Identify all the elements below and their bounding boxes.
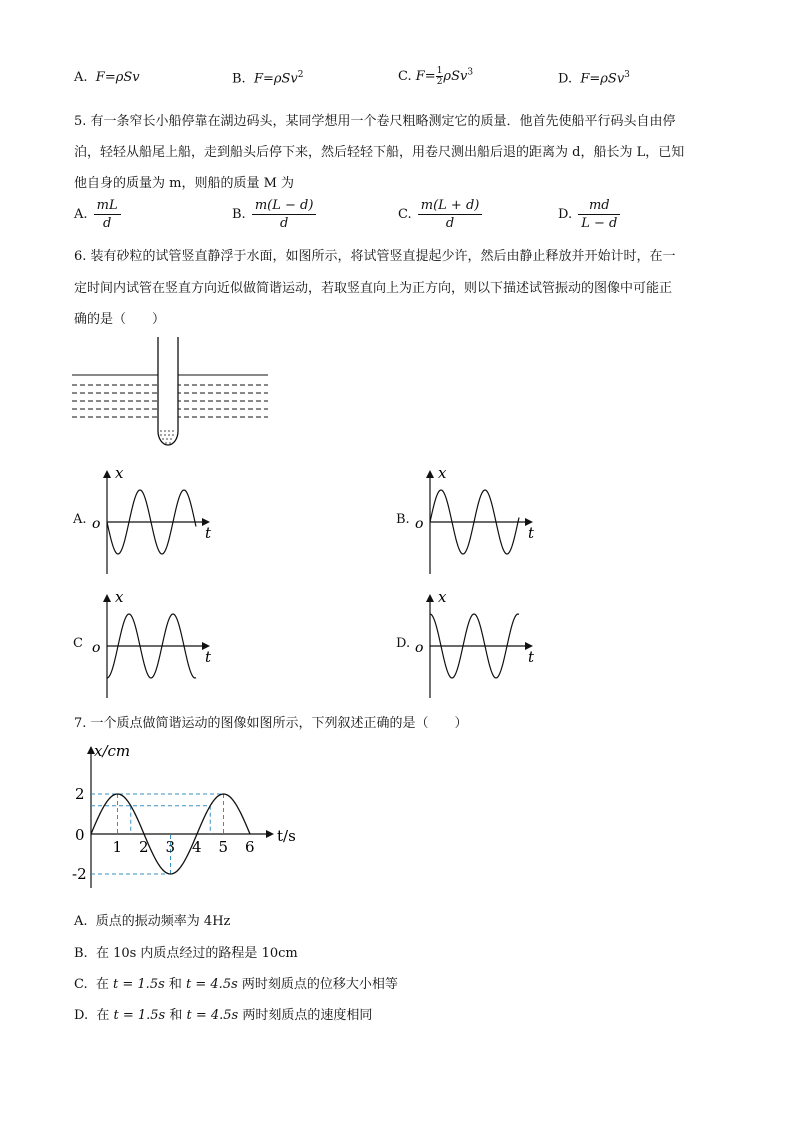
x-axis-arrow	[426, 594, 434, 602]
origin-label: 0	[75, 826, 85, 844]
x-tick-label: 1	[112, 838, 123, 856]
y-tick-label: -2	[72, 865, 87, 883]
y-tick-label: 2	[75, 785, 85, 803]
q5-option-d-fraction: $\frac{md}{L - d}$	[578, 198, 620, 231]
q4-option-a[interactable]: A. F=ρSv	[74, 70, 140, 85]
q6-stem-line2: 定时间内试管在竖直方向近似做简谐运动，若取竖直向上为正方向，则以下描述试管振动的图像中可能正	[74, 281, 673, 296]
q5-option-a-fraction: $\frac{mL}{d}$	[94, 198, 121, 231]
q5-option-b-fraction: $\frac{m(L - d)}{d}$	[252, 198, 317, 231]
q5-stem-line2: 泊，轻轻从船尾上船，走到船头后停下来，然后轻轻下船，用卷尺测出船后退的距离为 d，船长为 L，已知	[74, 145, 685, 160]
q5-stem-line1: 5. 有一条窄长小船停靠在湖边码头，某同学想用一个卷尺粗略测定它的质量．他首先使船平行码头自由停	[74, 114, 676, 129]
y-axis-label: x/cm	[94, 742, 131, 760]
q4-option-c[interactable]: C. F= $\frac{1}{2}$ ρSv$^3$	[398, 66, 474, 87]
q7-option-d[interactable]: D. 在 t = 1.5s 和 t = 4.5s 两时刻质点的速度相同	[74, 1008, 373, 1023]
q7-option-a[interactable]: A. 质点的振动频率为 4Hz	[74, 914, 231, 929]
q5-option-c-fraction: $\frac{m(L + d)}{d}$	[418, 198, 483, 231]
x-axis-label: x	[438, 464, 447, 482]
x-axis-label: x	[115, 588, 124, 606]
q6-graph-d	[413, 586, 543, 701]
q7-chart	[72, 740, 312, 890]
x-tick-label: 6	[245, 838, 255, 856]
t-axis-label: t	[205, 524, 212, 542]
q5-option-c[interactable]: C. $\frac{m(L + d)}{d}$	[398, 198, 484, 231]
q6-graph-d-label[interactable]: D.	[396, 636, 411, 651]
origin-label: o	[92, 516, 101, 532]
origin-label: o	[92, 640, 101, 656]
x-axis-label: t/s	[277, 827, 296, 845]
q4-option-b-formula: F=ρSv	[253, 71, 298, 87]
q5-option-d[interactable]: D. $\frac{md}{L - d}$	[558, 198, 622, 231]
q7-option-b[interactable]: B. 在 10s 内质点经过的路程是 10cm	[74, 946, 298, 961]
q6-graph-c	[90, 586, 220, 701]
x-axis-label: x	[115, 464, 124, 482]
x-axis-arrow	[266, 830, 274, 838]
q4-option-c-fraction: $\frac{1}{2}$	[436, 66, 443, 87]
q6-graph-b	[413, 462, 543, 577]
x-tick-label: 2	[139, 838, 149, 856]
test-tube-figure	[70, 335, 270, 453]
q6-stem-line1: 6. 装有砂粒的试管竖直静浮于水面，如图所示，将试管竖直提起少许，然后由静止释放并开始计时，在一	[74, 249, 676, 264]
q4-option-d-formula: F=ρSv	[580, 71, 625, 87]
t-axis-label: t	[528, 648, 535, 666]
q7-option-c[interactable]: C. 在 t = 1.5s 和 t = 4.5s 两时刻质点的位移大小相等	[74, 977, 398, 992]
x-tick-label: 3	[165, 838, 176, 856]
q6-graph-a	[90, 462, 220, 577]
q6-graph-c-label[interactable]: C	[73, 636, 83, 651]
q7-stem: 7. 一个质点做简谐运动的图像如图所示，下列叙述正确的是（ ）	[74, 716, 468, 731]
q5-option-b[interactable]: B. $\frac{m(L - d)}{d}$	[232, 198, 318, 231]
x-axis-label: x	[438, 588, 447, 606]
test-tube	[158, 337, 178, 445]
q6-graph-a-label[interactable]: A.	[73, 512, 87, 527]
x-axis-arrow	[426, 470, 434, 478]
x-axis-arrow	[103, 470, 111, 478]
q6-stem-line3: 确的是（ ）	[74, 312, 166, 327]
t-axis-label: t	[205, 648, 212, 666]
q4-option-d[interactable]: D. F=ρSv$^3$	[558, 70, 630, 87]
t-axis-label: t	[528, 524, 535, 542]
q4-option-a-formula: F=ρSv	[95, 70, 140, 85]
x-tick-label: 5	[218, 838, 229, 856]
q5-stem-line3: 他自身的质量为 m，则船的质量 M 为	[74, 176, 295, 191]
origin-label: o	[415, 640, 424, 656]
q5-option-a[interactable]: A. $\frac{mL}{d}$	[74, 198, 123, 231]
x-tick-label: 4	[192, 838, 202, 856]
origin-label: o	[415, 516, 424, 532]
x-axis-arrow	[103, 594, 111, 602]
q4-option-b[interactable]: B. F=ρSv$^2$	[232, 70, 304, 87]
q6-graph-b-label[interactable]: B.	[396, 512, 410, 527]
